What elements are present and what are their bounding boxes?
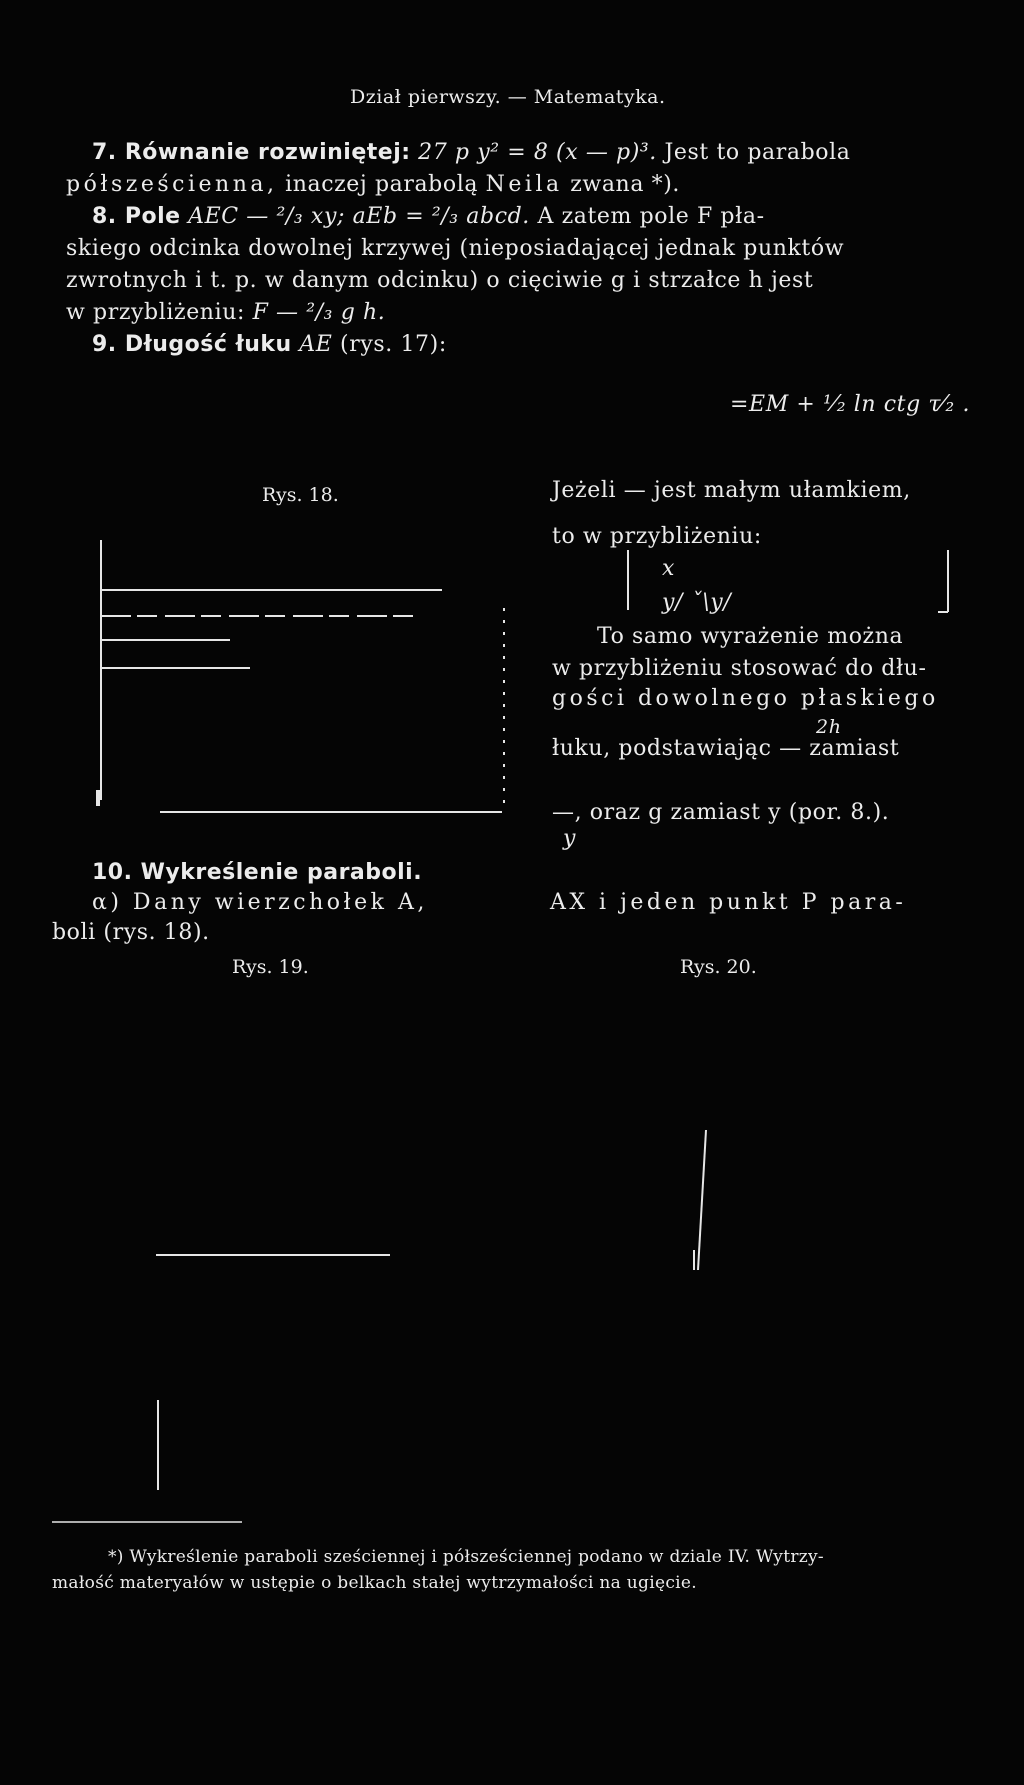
paragraph-7-name: Neila (485, 172, 563, 197)
paragraph-7-formula: 27 p y² = 8 (x — p)³. (418, 140, 657, 165)
paragraph-8-approx: w przybliżeniu: (66, 300, 245, 325)
paragraph-8-formula-2: F — ²/₃ g h. (252, 300, 386, 325)
paragraph-7-end: zwana *). (570, 172, 681, 197)
figure-19-drawing (156, 1255, 390, 1490)
paragraph-8-line-3: zwrotnych i t. p. w danym odcinku) o cięciwie g i strzałce h jest (66, 268, 814, 293)
right-column-fraction-2h: 2h (816, 716, 842, 738)
paragraph-9-label: 9. Długość łuku (92, 332, 292, 357)
paragraph-8-line-2: skiego odcinka dowolnej krzywej (nieposiadającej jednak punktów (66, 236, 845, 261)
paragraph-7-text: inaczej parabolą (285, 172, 479, 197)
paragraph-10-cont: boli (rys. 18). (52, 920, 210, 945)
right-column-line-7: —, oraz g zamiast y (por. 8.). (552, 800, 890, 825)
approx-fraction-bottom: y/ ˇ\y/ (662, 590, 732, 615)
approx-fraction-top: x (662, 556, 676, 581)
right-column-line-8-text: AX i jeden punkt P para- (550, 890, 907, 915)
paragraph-8-rest: A zatem pole F pła- (537, 204, 765, 229)
right-column-line-3: To samo wyrażenie można (597, 624, 904, 649)
paragraph-7-rest: Jest to parabola (664, 140, 851, 165)
paragraph-7-term: półsześcienna, (66, 172, 278, 197)
paragraph-7-label: 7. Równanie rozwiniętej: (92, 140, 411, 165)
paragraph-9-var: AE (299, 332, 333, 357)
right-column-line-6: łuku, podstawiając — zamiast (552, 736, 900, 761)
figure-19-caption: Rys. 19. (232, 956, 309, 978)
page-header: Dział pierwszy. — Matematyka. (350, 86, 666, 108)
right-column-line-2: to w przybliżeniu: (552, 524, 762, 549)
footnote-line-2: małość materyałów w ustępie o belkach stałej wytrzymałości na ugięcie. (52, 1573, 697, 1593)
footnote-line-1: *) Wykreślenie paraboli sześciennej i półsześciennej podano w dziale IV. Wytrzy- (108, 1547, 824, 1567)
figure-20-caption: Rys. 20. (680, 956, 757, 978)
figure-20-drawing (694, 1130, 706, 1270)
paragraph-10-alpha-text: α) Dany wierzchołek A, (92, 890, 428, 915)
paragraph-8-formula: AEC — ²/₃ xy; aEb = ²/₃ abcd. (188, 204, 530, 229)
figure-18-caption: Rys. 18. (262, 484, 339, 506)
right-column-line-7-denominator: y (563, 826, 577, 851)
right-column-line-4: w przybliżeniu stosować do dłu- (552, 656, 927, 681)
figure-18-drawing (98, 540, 504, 812)
paragraph-9-rest: (rys. 17): (340, 332, 447, 357)
approx-brackets (628, 550, 948, 612)
paragraph-8-label: 8. Pole (92, 204, 181, 229)
paragraph-10-label: 10. Wykreślenie paraboli. (92, 860, 423, 885)
paragraph-9-formula: =EM + ¹⁄₂ ln ctg τ⁄₂ . (730, 392, 971, 417)
right-column-line-1: Jeżeli — jest małym ułamkiem, (552, 478, 911, 503)
right-column-line-5-text: gości dowolnego płaskiego (552, 686, 939, 711)
